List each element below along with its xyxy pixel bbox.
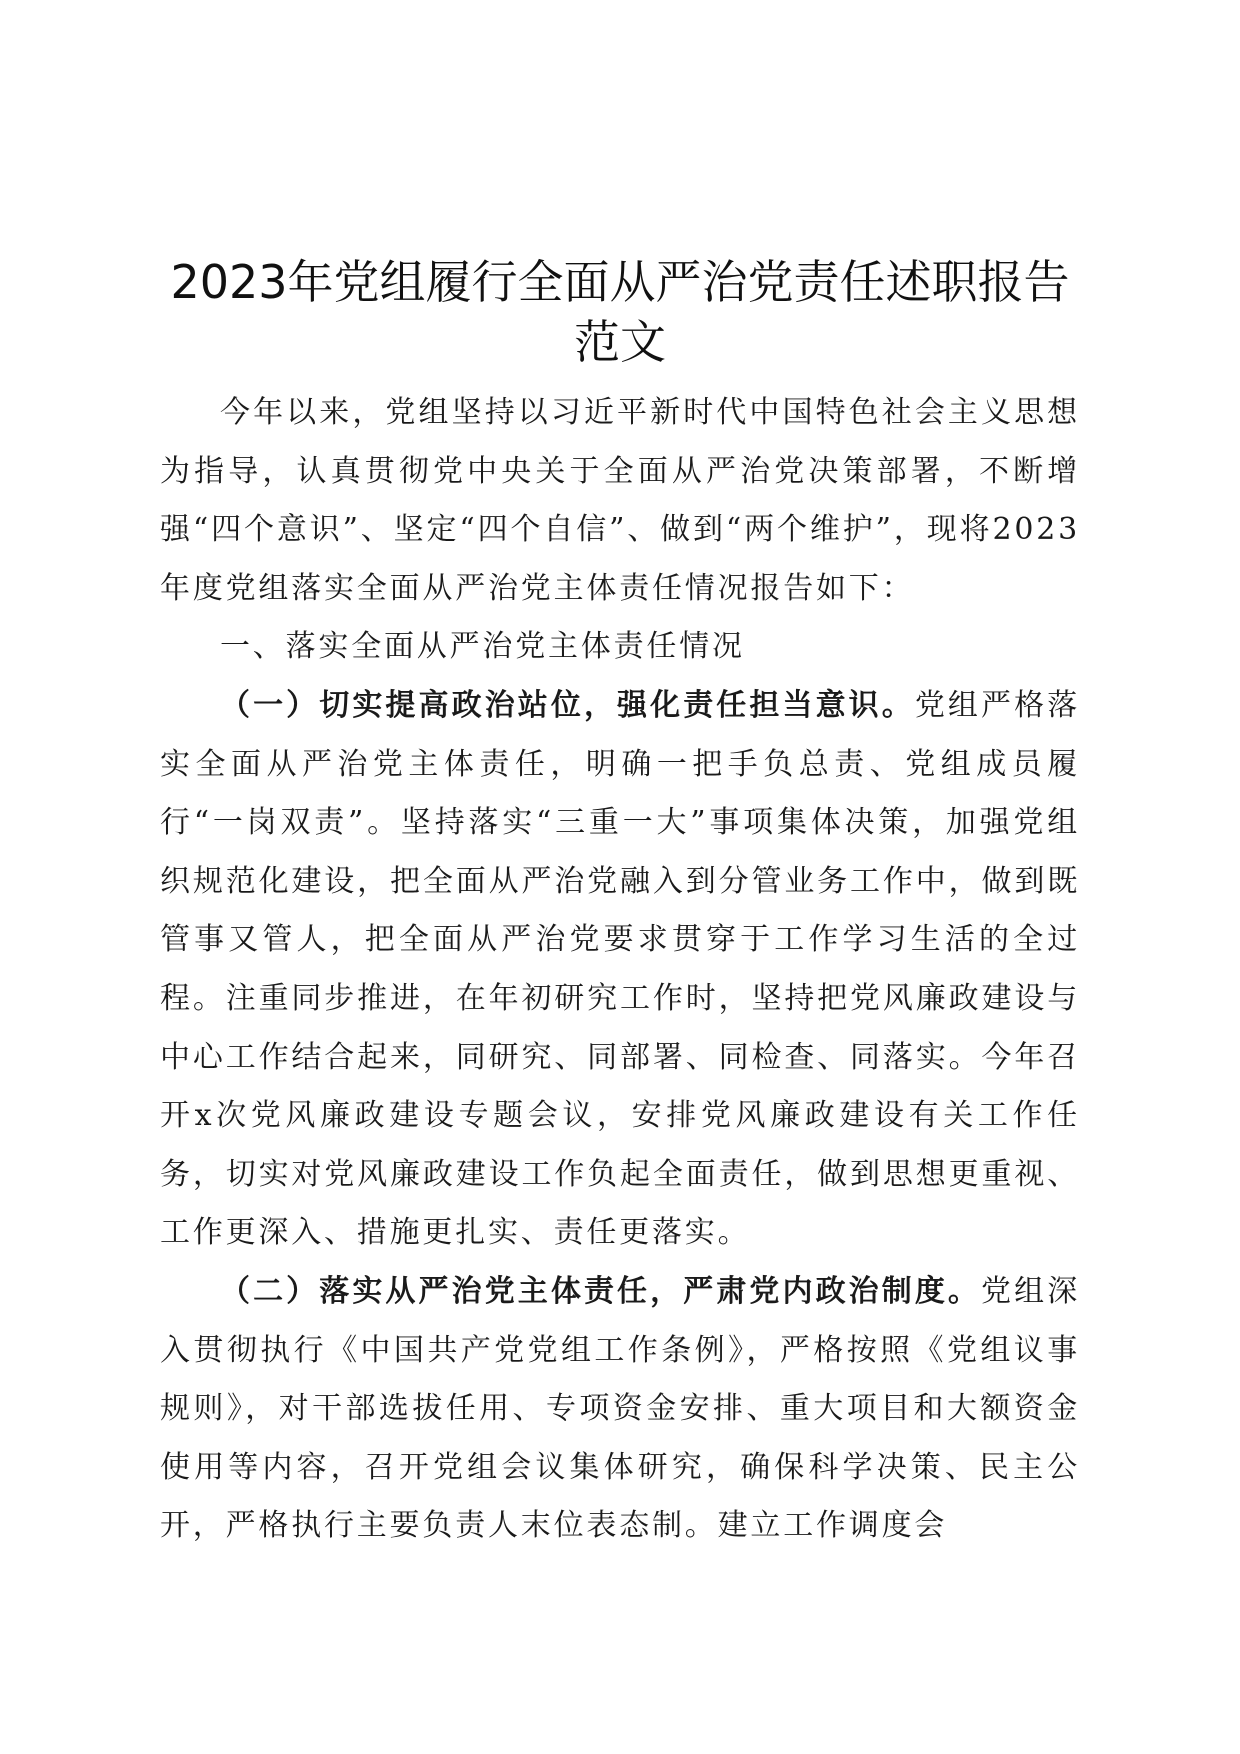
item-2-lead: （二）落实从严治党主体责任，严肃党内政治制度。	[220, 1273, 982, 1309]
document-page	[160, 252, 1080, 1556]
intro-paragraph: 今年以来，党组坚持以习近平新时代中国特色社会主义思想为指导，认真贯彻党中央关于全面从严治党决策部署，不断增强“四个意识”、坚定“四个自信”、做到“两个维护”，现将2023年度党组落实全面从严治党主体责任情况报告如下：	[160, 395, 1080, 606]
item-1-paragraph	[160, 677, 1080, 1263]
item-1-lead: （一）切实提高政治站位，强化责任担当意识。	[220, 687, 915, 723]
item-1-body: 党组严格落实全面从严治党主体责任，明确一把手负总责、党组成员履行“一岗双责”。坚持落实“三重一大”事项集体决策，加强党组织规范化建设，把全面从严治党融入到分管业务工作中，做到既管事又管人，把全面从严治党要求贯穿于工作学习生活的全过程。注重同步推进，在年初研究工作时，坚持把党风廉政建设与中心工作结合起来，同研究、同部署、同检查、同落实。今年召开x次党风廉政建设专题会议，安排党风廉政建设有关工作任务，切实对党风廉政建设工作负起全面责任，做到思想更重视、工作更深入、措施更扎实、责任更落实。	[160, 687, 1080, 1251]
item-2-body: 党组深入贯彻执行《中国共产党党组工作条例》，严格按照《党组议事规则》，对干部选拔任用、专项资金安排、重大项目和大额资金使用等内容，召开党组会议集体研究，确保科学决策、民主公开，严格执行主要负责人末位表态制。建立工作调度会	[160, 1273, 1080, 1544]
title-line-2: 范文	[574, 315, 666, 369]
title-line-1: 2023年党组履行全面从严治党责任述职报告	[170, 255, 1070, 309]
item-2-paragraph	[160, 1263, 1080, 1556]
document-body	[160, 384, 1080, 1556]
document-title	[160, 252, 1080, 372]
section-heading-1: 一、落实全面从严治党主体责任情况	[220, 629, 745, 665]
